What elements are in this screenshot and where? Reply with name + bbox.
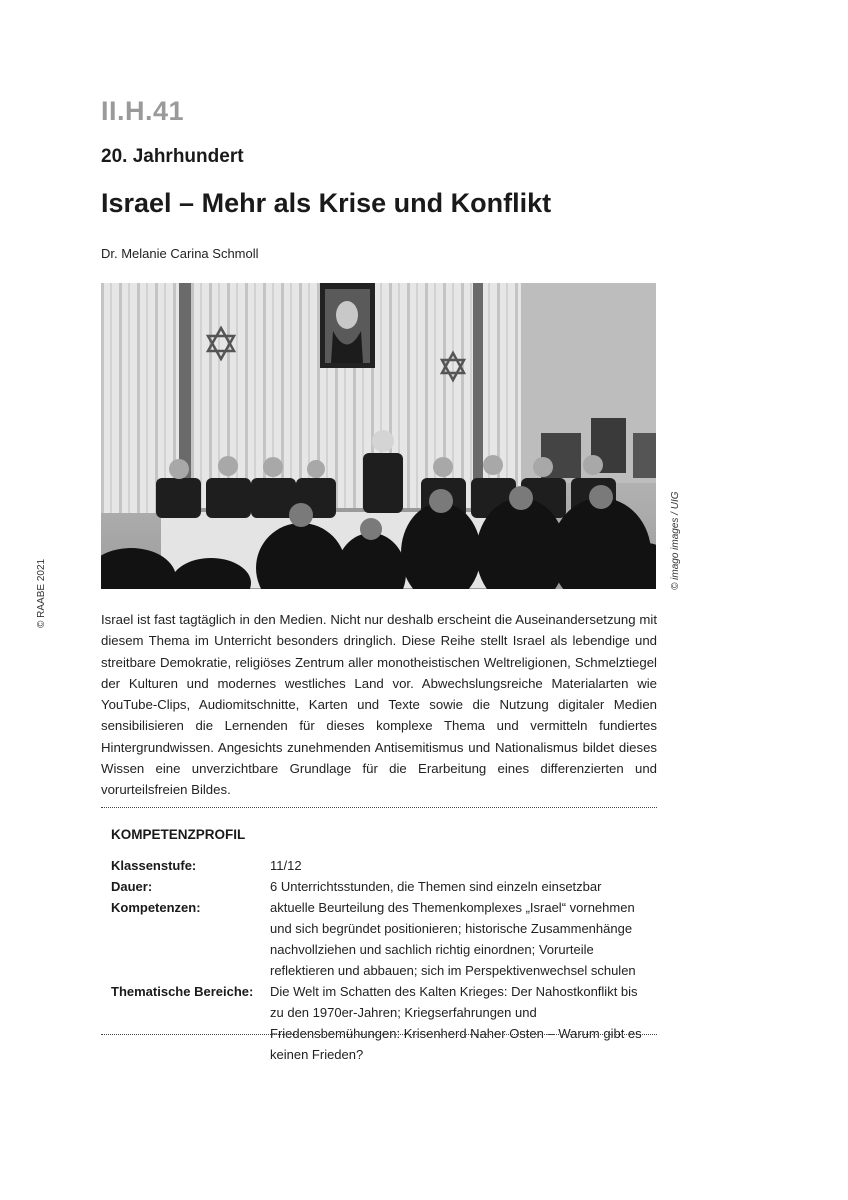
divider-top: [101, 807, 657, 808]
unit-code: II.H.41: [101, 96, 185, 126]
profile-value: aktuelle Beurteilung des Themenkomplexes „Israel“ vornehmen und sich begründet positionieren; historische Zusammenhänge nachvollziehen und sachlich richtig einordnen; Vorurteile reflektieren und abbauen; sich im Perspektivenwechsel schulen: [270, 900, 636, 978]
divider-bottom: [101, 1034, 657, 1035]
side-copyright: © RAABE 2021: [36, 558, 47, 628]
profile-value: 11/12: [270, 858, 302, 873]
profile-label: Kompetenzen:: [111, 900, 201, 915]
intro-paragraph: Israel ist fast tagtäglich in den Medien. Nicht nur deshalb erscheint die Auseinandersetzung mit diesem Thema im Unterricht besonders dringlich. Diese Reihe stellt Israel als lebendige und streitbare Demokratie, religiöses Zentrum aller monotheistischen Weltreligionen, Schmelztiegel der Kulturen und modernes westliches Land vor. Abwechslungsreiche Materialarten wie YouTube-Clips, Audiomitschnitte, Karten und Texte sowie die Nutzung digitaler Medien sensibilisieren die Lernenden für dieses komplexe Thema und vermitteln fundiertes Hintergrundwissen. Angesichts zunehmenden Antisemitismus und Nationalismus bildet dieses Wissen eine unverzichtbare Grundlage für die Erarbeitung eines differenzierten und vorurteilsfreien Bildes.: [101, 612, 657, 798]
profile-value: Die Welt im Schatten des Kalten Krieges: Der Nahostkonflikt bis zu den 1970er-Jahren; Kriegserfahrungen und Friedensbemühungen: Krisenherd Naher Osten – Warum gibt es keinen Frieden?: [270, 984, 642, 1062]
page-title: Israel – Mehr als Krise und Konflikt: [101, 188, 552, 218]
profile-heading: KOMPETENZPROFIL: [111, 827, 246, 842]
profile-label: Thematische Bereiche:: [111, 984, 254, 999]
section-heading: 20. Jahrhundert: [101, 146, 244, 167]
profile-value: 6 Unterrichtsstunden, die Themen sind einzeln einsetzbar: [270, 879, 602, 894]
photo-credit: © imago images / UIG: [670, 491, 681, 590]
author: Dr. Melanie Carina Schmoll: [101, 246, 259, 261]
historical-photo: [101, 283, 656, 589]
profile-label: Dauer:: [111, 879, 153, 894]
profile-label: Klassenstufe:: [111, 858, 197, 873]
